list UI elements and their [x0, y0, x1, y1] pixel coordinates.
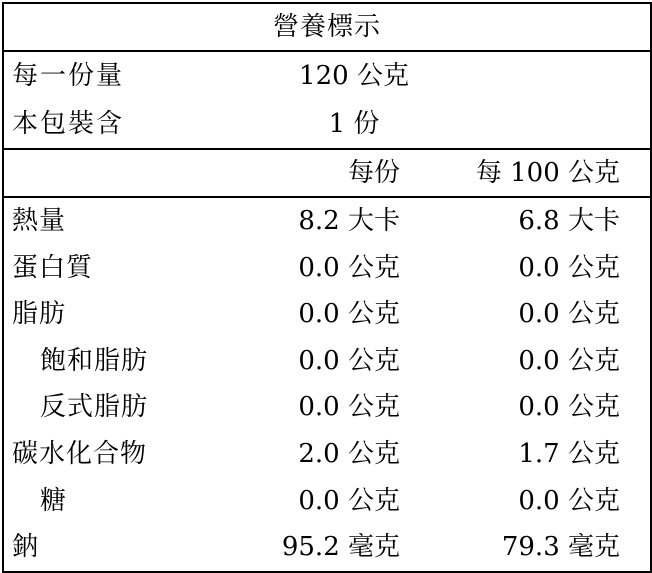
- nutrient-name: 蛋白質: [12, 252, 94, 283]
- serving-info: [4, 52, 650, 150]
- serving-size-label: 每一份量: [12, 61, 125, 91]
- nutrient-name: 飽和脂肪: [40, 345, 149, 376]
- nutrient-per-100g: 1.7 公克: [518, 438, 620, 469]
- nutrient-row: [4, 478, 650, 525]
- nutrient-row: [4, 431, 650, 478]
- servings-per-package-row: [4, 100, 650, 148]
- nutrient-per-100g: 0.0 公克: [518, 345, 620, 376]
- nutrition-label: [2, 2, 652, 573]
- nutrient-per-serving: 0.0 公克: [298, 299, 400, 330]
- label-title: 營養標示: [4, 4, 650, 52]
- serving-size-value: 120 公克: [299, 61, 409, 91]
- nutrient-name: 鈉: [12, 532, 40, 563]
- nutrient-row: [4, 524, 650, 571]
- nutrient-row: [4, 384, 650, 431]
- nutrient-per-100g: 79.3 毫克: [501, 532, 620, 563]
- nutrient-per-serving: 0.0 公克: [298, 252, 400, 283]
- nutrient-name: 脂肪: [12, 299, 67, 330]
- nutrient-per-serving: 95.2 毫克: [281, 532, 400, 563]
- nutrient-per-100g: 0.0 公克: [518, 299, 620, 330]
- nutrient-row: [4, 245, 650, 292]
- column-header-per-100g: 每 100 公克: [475, 158, 620, 188]
- nutrient-per-100g: 0.0 公克: [518, 485, 620, 516]
- nutrient-row: [4, 338, 650, 385]
- nutrient-name: 熱量: [12, 206, 67, 236]
- nutrient-row: [4, 291, 650, 338]
- nutrient-name: 碳水化合物: [12, 438, 148, 469]
- nutrient-per-100g: 6.8 大卡: [518, 206, 620, 236]
- servings-per-package-label: 本包裝含: [12, 109, 125, 139]
- serving-size-row: [4, 52, 650, 100]
- nutrient-per-serving: 0.0 公克: [298, 345, 400, 376]
- nutrient-per-serving: 0.0 公克: [298, 485, 400, 516]
- nutrient-name: 糖: [40, 485, 68, 516]
- nutrient-per-serving: 0.0 公克: [298, 392, 400, 423]
- nutrient-table: [4, 198, 650, 571]
- nutrient-name: 反式脂肪: [40, 392, 149, 423]
- nutrient-per-100g: 0.0 公克: [518, 252, 620, 283]
- nutrient-per-serving: 2.0 公克: [298, 438, 400, 469]
- column-header-per-serving: 每份: [347, 158, 400, 188]
- servings-per-package-value: 1 份: [328, 109, 380, 139]
- nutrient-per-100g: 0.0 公克: [518, 392, 620, 423]
- nutrient-per-serving: 8.2 大卡: [298, 206, 400, 236]
- nutrient-row: [4, 198, 650, 245]
- column-header-row: [4, 150, 650, 198]
